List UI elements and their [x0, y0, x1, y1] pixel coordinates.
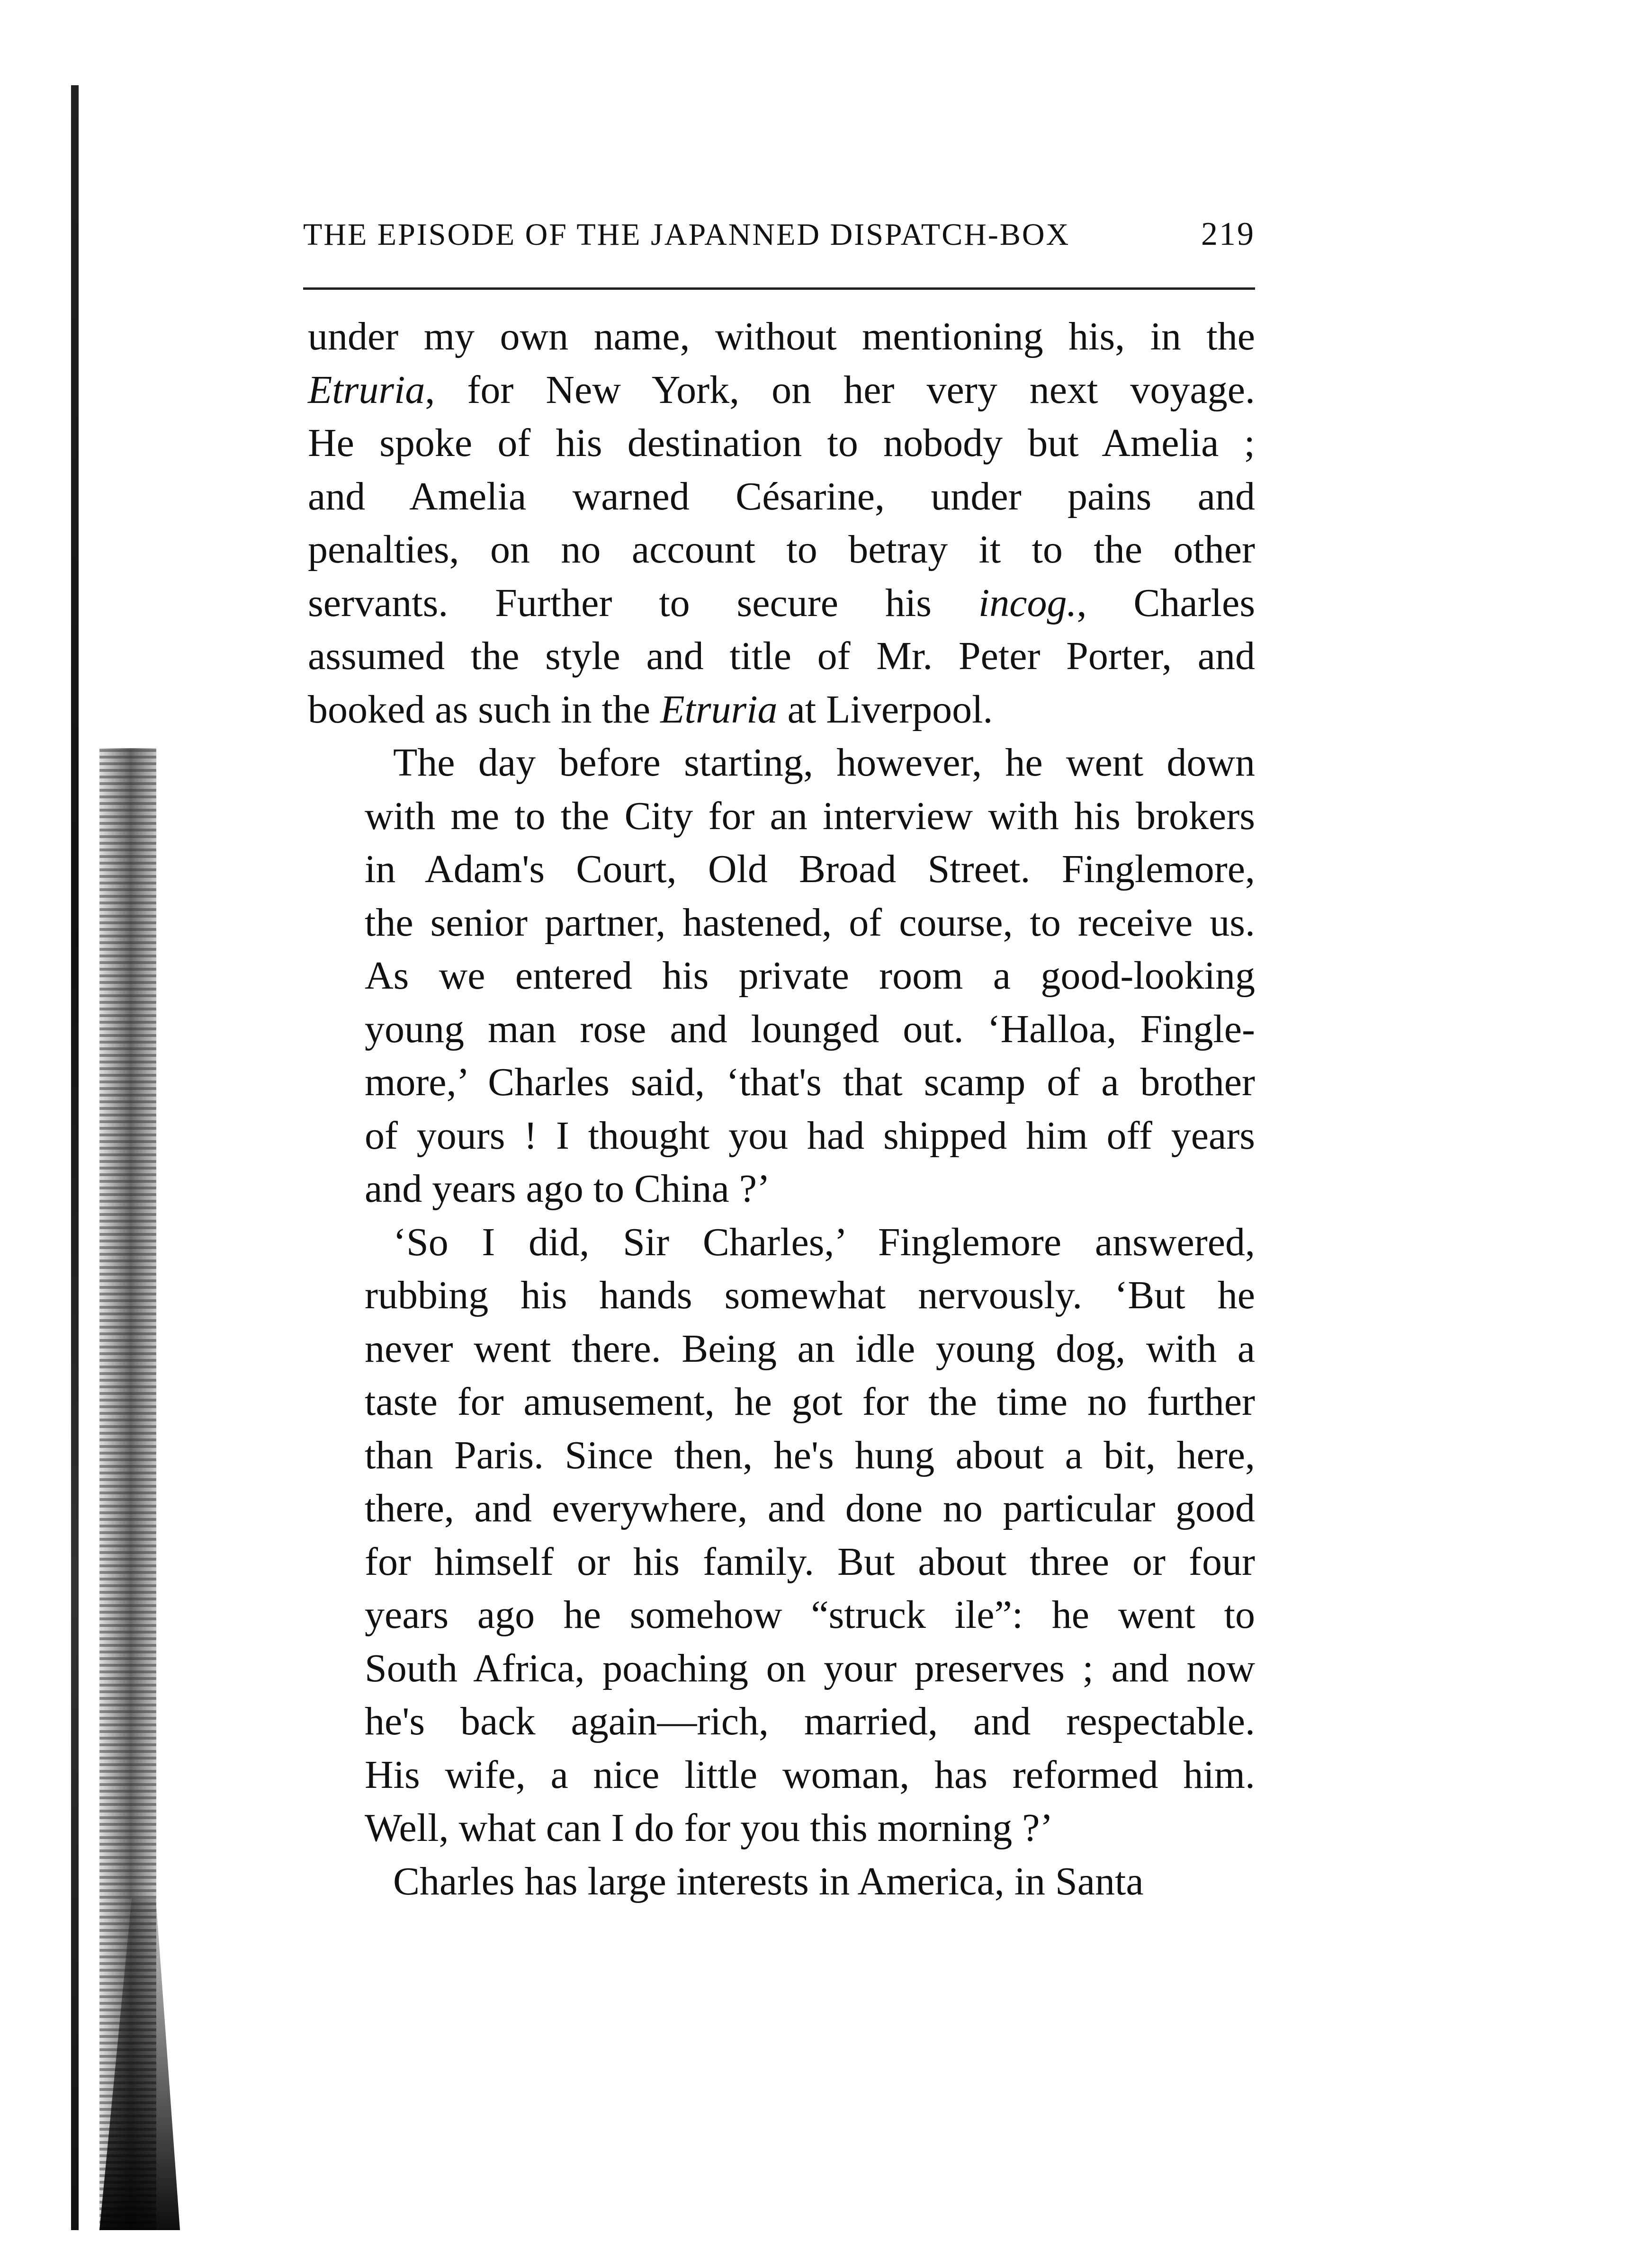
text-segment: penalties, on no account to betray it to the other — [308, 527, 1255, 571]
running-head — [303, 215, 1255, 272]
text-line — [308, 630, 1255, 683]
italic-text: Etruria — [660, 687, 778, 732]
text-segment: Charles has large interests in America, in Santa — [393, 1859, 1144, 1903]
text-segment: young man rose and lounged out. ‘Halloa, Fingle- — [365, 1007, 1255, 1051]
text-segment: than Paris. Since then, he's hung about a bit, here, — [365, 1433, 1255, 1477]
text-segment: never went there. Being an idle young dog, with a — [365, 1326, 1255, 1371]
text-segment: servants. Further to secure his — [308, 580, 978, 625]
text-segment: there, and everywhere, and done no particular good — [365, 1486, 1255, 1530]
text-line — [308, 896, 1255, 950]
text-segment: rubbing his hands somewhat nervously. ‘But he — [365, 1273, 1255, 1317]
text-line — [308, 523, 1255, 577]
text-line — [308, 1855, 1255, 1909]
text-line — [308, 683, 1255, 737]
text-segment: and years ago to China ?’ — [365, 1167, 771, 1211]
italic-text: Etruria — [308, 367, 425, 412]
text-line — [308, 1749, 1255, 1802]
paragraph — [308, 310, 1255, 736]
text-segment: taste for amusement, he got for the time no further — [365, 1380, 1255, 1424]
text-segment: the senior partner, hastened, of course, to receive us. — [365, 900, 1255, 945]
binding-edge-line — [71, 85, 79, 2230]
text-line — [308, 364, 1255, 417]
text-segment: ‘So I did, Sir Charles,’ Finglemore answered, — [393, 1220, 1255, 1264]
text-line — [308, 1589, 1255, 1642]
text-segment: for himself or his family. But about three or four — [365, 1539, 1255, 1584]
text-line — [308, 790, 1255, 843]
text-line — [308, 949, 1255, 1003]
text-segment: , Charles — [1077, 580, 1256, 625]
text-segment: Well, what can I do for you this morning ?’ — [365, 1806, 1053, 1850]
text-line — [308, 1695, 1255, 1749]
text-segment: and Amelia warned Césarine, under pains and — [308, 474, 1255, 518]
text-line — [308, 417, 1255, 470]
text-segment: in Adam's Court, Old Broad Street. Finglemore, — [365, 847, 1255, 891]
text-segment: assumed the style and title of Mr. Peter Porter, and — [308, 634, 1255, 678]
text-line — [308, 843, 1255, 896]
text-line — [308, 470, 1255, 524]
text-segment: of yours ! I thought you had shipped him off years — [365, 1113, 1255, 1158]
page-number: 219 — [1201, 216, 1255, 252]
text-line — [308, 1429, 1255, 1482]
text-line — [308, 1642, 1255, 1696]
paragraph — [308, 1216, 1255, 1855]
text-line — [308, 1802, 1255, 1855]
text-line — [308, 1162, 1255, 1216]
text-line — [308, 1322, 1255, 1376]
body-text — [308, 310, 1255, 1908]
text-line — [308, 1216, 1255, 1269]
paragraph — [308, 736, 1255, 1216]
text-segment: under my own name, without mentioning his, in the — [308, 314, 1255, 358]
paragraph — [308, 1855, 1255, 1909]
scan-gutter-shadow — [71, 85, 180, 2230]
text-segment: As we entered his private room a good-looking — [365, 954, 1255, 998]
text-segment: he's back again—rich, married, and respectable. — [365, 1699, 1255, 1743]
text-line — [308, 1536, 1255, 1589]
text-segment: with me to the City for an interview with his brokers — [365, 794, 1255, 838]
text-line — [308, 1056, 1255, 1109]
text-line — [308, 1375, 1255, 1429]
text-line — [308, 1003, 1255, 1056]
text-segment: , for New York, on her very next voyage. — [425, 367, 1255, 412]
header-rule — [303, 287, 1255, 290]
text-segment: The day before starting, however, he went down — [393, 741, 1255, 785]
text-segment: His wife, a nice little woman, has reformed him. — [365, 1752, 1255, 1797]
text-segment: He spoke of his destination to nobody but Amelia ; — [308, 421, 1255, 465]
running-head-title: THE EPISODE OF THE JAPANNED DISPATCH-BOX — [303, 217, 1070, 252]
text-segment: booked as such in the — [308, 687, 661, 732]
text-segment: more,’ Charles said, ‘that's that scamp of a brother — [365, 1060, 1255, 1104]
text-line — [308, 1269, 1255, 1322]
text-line — [308, 1482, 1255, 1536]
text-line — [308, 310, 1255, 364]
text-segment: South Africa, poaching on your preserves ; and now — [365, 1646, 1255, 1690]
text-line — [308, 1109, 1255, 1163]
italic-text: incog. — [978, 580, 1077, 625]
text-line — [308, 577, 1255, 630]
text-segment: at Liverpool. — [777, 687, 993, 732]
text-line — [308, 736, 1255, 790]
text-segment: years ago he somehow “struck ile”: he went to — [365, 1593, 1255, 1637]
